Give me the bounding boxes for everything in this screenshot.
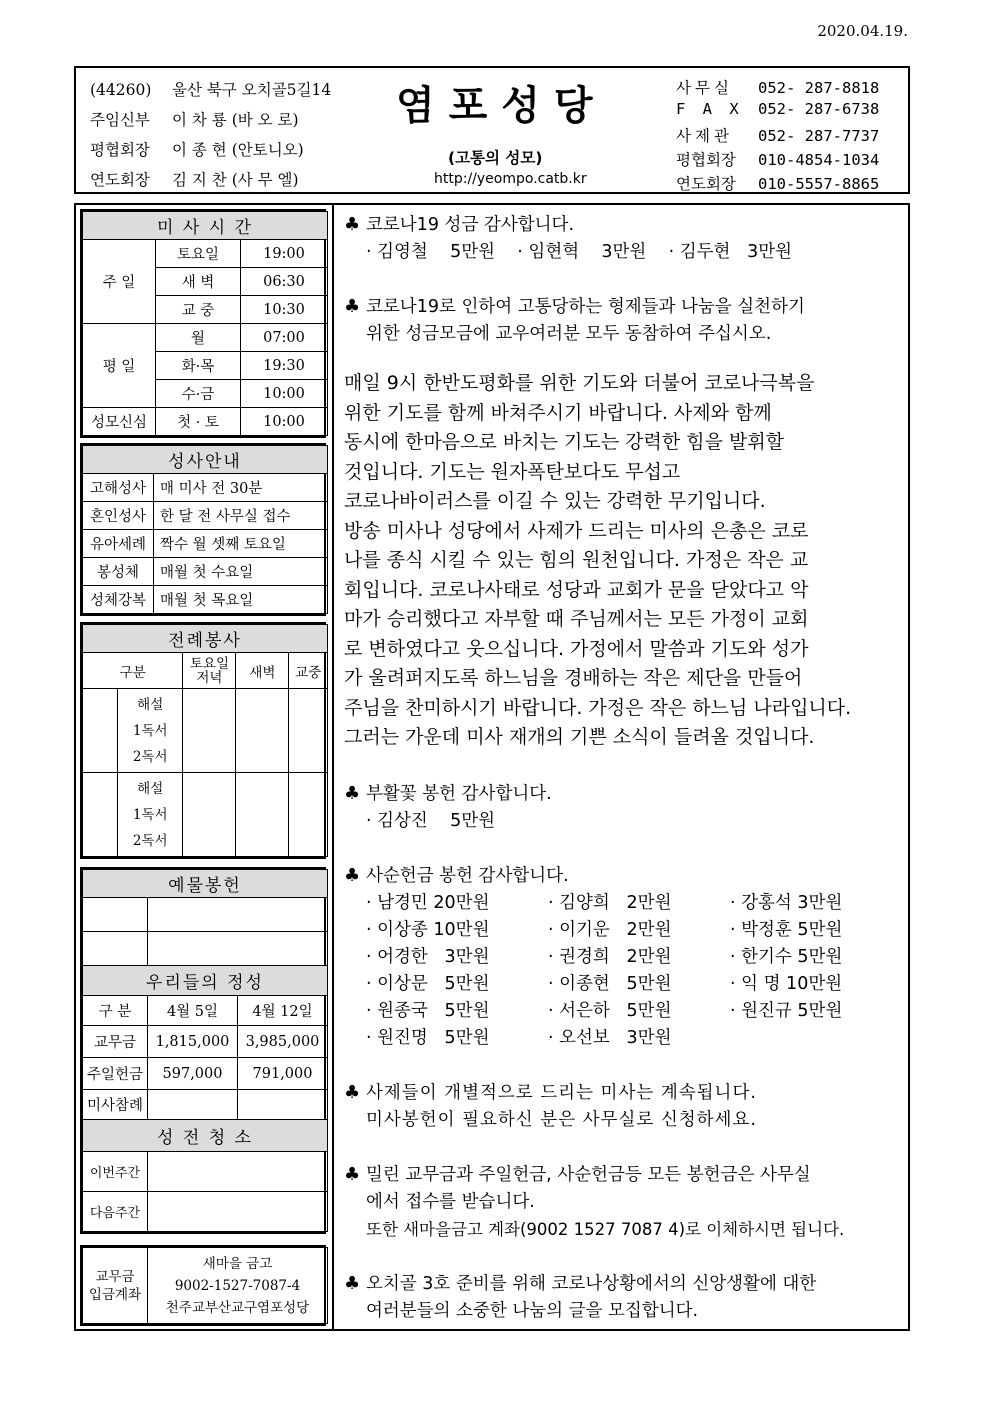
- contribution-label: 미사참례: [83, 1090, 148, 1120]
- message-line: 것입니다. 기도는 원자폭탄보다도 무섭고: [344, 460, 681, 483]
- notice-private-masses: [344, 1079, 908, 1134]
- contribution-value: [238, 1090, 328, 1120]
- sacraments-title: 성사안내: [83, 446, 328, 474]
- offering-table: [82, 869, 328, 1232]
- liturgy-title: 전례봉사: [83, 625, 328, 653]
- cleaning-label: 다음주간: [83, 1192, 148, 1232]
- sacrament-value: 매월 첫 목요일: [154, 586, 328, 614]
- contributions-title: 우리들의 정성: [83, 966, 328, 996]
- contribution-value: 597,000: [148, 1058, 238, 1090]
- donor-entry: · 이상종 10만원: [366, 919, 490, 940]
- message-line: 동시에 한마음으로 바치는 기도는 강력한 힘을 발휘할: [344, 431, 785, 453]
- message-line: 매일 9시 한반도평화를 위한 기도와 더불어 코로나극복을: [344, 372, 815, 394]
- donor-entry: · 어경한 3만원: [366, 946, 490, 967]
- liturgy-cell: [236, 689, 289, 773]
- club-icon: ♣: [344, 1081, 362, 1103]
- message-line: 주님을 찬미하시기 바랍니다. 가정은 작은 하느님 나라입니다.: [344, 696, 852, 719]
- mass-time: 06:30: [241, 268, 328, 296]
- liturgy-roles: [118, 773, 183, 857]
- bulletin-header: [74, 66, 910, 194]
- prayer-message: [344, 369, 908, 753]
- club-icon: ♣: [344, 1163, 361, 1185]
- rectory-phone: 사제관 052- 287-7737: [676, 127, 880, 145]
- donor-list: · 김영철 5만원 · 임현혁 3만원 · 김두현 3만원: [366, 242, 793, 262]
- mass-time: 10:00: [241, 408, 328, 436]
- notice-ochigol-submissions: [344, 1270, 908, 1325]
- column-divider: [332, 205, 334, 1329]
- notice-line: 여러분들의 소중한 나눔의 글을 모집합니다.: [366, 1300, 699, 1321]
- sacrament-label: 유아세례: [83, 530, 154, 558]
- yeondo-president-line: 연도회장 김 지 찬 (사 무 엘): [90, 171, 299, 189]
- notice-line: 사제들이 개별적으로 드리는 미사는 계속됩니다.: [366, 1082, 757, 1103]
- address-line: (44260) 울산 북구 오치골5길14: [90, 81, 332, 99]
- message-line: 로 변하였다고 웃으십니다. 가정에서 말씀과 기도와 성가: [344, 637, 809, 660]
- donor-entry: · 권경희 2만원: [548, 946, 672, 967]
- mass-times-table: [82, 211, 328, 436]
- donor-entry: · 남경민 20만원: [366, 892, 490, 913]
- club-icon: ♣: [344, 214, 361, 235]
- role-label: 해설: [137, 780, 164, 797]
- bank-details: [148, 1248, 328, 1324]
- liturgy-col-header: 새벽: [236, 653, 289, 689]
- sacraments-box: [80, 443, 326, 616]
- lent-donor-grid: [344, 890, 908, 1052]
- contributions-col-header: 4월 5일: [148, 996, 238, 1026]
- role-label: 1독서: [132, 722, 168, 739]
- liturgy-group-cell: [83, 773, 118, 857]
- liturgy-table: [82, 624, 328, 857]
- offering-cell: [148, 932, 328, 966]
- liturgy-roles: [118, 689, 183, 773]
- cleaning-cell: [148, 1192, 328, 1232]
- mass-time: 10:00: [241, 380, 328, 408]
- liturgy-cell: [236, 773, 289, 857]
- mass-time: 10:30: [241, 296, 328, 324]
- notice-title: 부활꽃 봉헌 감사합니다.: [366, 783, 552, 804]
- mass-day: 수·금: [156, 380, 241, 408]
- club-icon: ♣: [344, 864, 361, 886]
- message-line: 회입니다. 코로나사태로 성당과 교회가 문을 닫았다고 악: [344, 578, 809, 601]
- contribution-label: 주일헌금: [83, 1058, 148, 1090]
- parish-patron: (고통의 성모): [448, 149, 543, 167]
- role-label: 2독서: [132, 748, 168, 765]
- bank-label: [83, 1248, 148, 1324]
- sacrament-label: 성체강복: [83, 586, 154, 614]
- message-line: 나를 종식 시킬 수 있는 힘의 원천입니다. 가정은 작은 교: [344, 549, 809, 571]
- message-line: 마가 승리했다고 자부할 때 주님께서는 모든 가정이 교회: [344, 608, 809, 630]
- donor-entry: · 김양희 2만원: [548, 892, 672, 913]
- club-icon: ♣: [344, 782, 361, 804]
- yeondo-president-phone: 연도회장 010-5557-8865: [676, 175, 880, 193]
- donor-entry: · 원진규 5만원: [730, 1000, 843, 1021]
- liturgy-cell: [289, 773, 328, 857]
- cleaning-label: 이번주간: [83, 1152, 148, 1192]
- notice-line: 미사봉헌이 필요하신 분은 사무실로 신청하세요.: [366, 1109, 757, 1130]
- club-icon: ♣: [344, 296, 361, 317]
- mass-day: 새 벽: [156, 268, 241, 296]
- donor-entry: · 박정훈 5만원: [730, 919, 843, 940]
- offering-box: [80, 867, 326, 1234]
- notice-line: 오치골 3호 준비를 위해 코로나상황에서의 신앙생활에 대한: [366, 1273, 817, 1294]
- notice-line: 에서 접수를 받습니다.: [366, 1191, 535, 1212]
- bulletin-body: [74, 203, 910, 1331]
- notice-title: 코로나19 성금 감사합니다.: [366, 215, 575, 235]
- council-president-phone: 평협회장 010-4854-1034: [676, 151, 880, 169]
- liturgy-col-header: 토요일 저녁: [183, 653, 236, 689]
- mass-day: 첫 · 토: [156, 408, 241, 436]
- contribution-value: 1,815,000: [148, 1026, 238, 1058]
- role-label: 1독서: [132, 806, 168, 823]
- message-line: 코로나바이러스를 이길 수 있는 강력한 무기입니다.: [344, 490, 766, 512]
- role-label: 2독서: [132, 832, 168, 849]
- sacrament-value: 매월 첫 수요일: [154, 558, 328, 586]
- mass-day: 화·목: [156, 352, 241, 380]
- liturgy-cell: [183, 689, 236, 773]
- message-line: 가 울려퍼지도록 하느님을 경배하는 작은 제단을 만들어: [344, 667, 803, 689]
- donor-entry: [730, 1025, 912, 1052]
- contribution-value: 3,985,000: [238, 1026, 328, 1058]
- donor-entry: · 강홍석 3만원: [730, 892, 843, 913]
- message-line: 그러는 가운데 미사 재개의 기쁜 소식이 들려올 것입니다.: [344, 726, 815, 748]
- contribution-value: [148, 1090, 238, 1120]
- donor-entry: · 한기수 5만원: [730, 946, 843, 967]
- club-icon: ♣: [344, 1272, 361, 1294]
- liturgy-box: [80, 622, 326, 859]
- mass-times-box: [80, 209, 326, 438]
- notices-column: [344, 211, 908, 1352]
- mass-time: 07:00: [241, 324, 328, 352]
- contributions-col-header: 구 분: [83, 996, 148, 1026]
- sacrament-label: 고해성사: [83, 474, 154, 502]
- marian-devotion-label: 성모신심: [83, 408, 156, 436]
- sacrament-label: 봉성체: [83, 558, 154, 586]
- bank-box: [80, 1245, 326, 1326]
- council-president-line: 평협회장 이 종 현 (안토니오): [90, 141, 304, 159]
- cleaning-title: 성 전 청 소: [83, 1120, 328, 1152]
- bank-table: [82, 1247, 328, 1324]
- office-phone: 사무실 052- 287-8818: [676, 79, 880, 97]
- parish-url[interactable]: http://yeompo.catb.kr: [434, 171, 587, 187]
- cleaning-cell: [148, 1152, 328, 1192]
- notice-covid-appeal: [344, 293, 908, 348]
- offering-cell: [148, 898, 328, 932]
- account-holder: 천주교부산교구염포성당: [165, 1299, 310, 1316]
- pastor-line: 주임신부 이 차 룡 (바 오 로): [90, 111, 299, 129]
- sacrament-value: 짝수 월 셋째 토요일: [154, 530, 328, 558]
- donor-list: · 김상진 5만원: [366, 810, 496, 831]
- message-line: 위한 기도를 함께 바쳐주시기 바랍니다. 사제와 함께: [344, 401, 772, 424]
- notice-line: 밀린 교무금과 주일헌금, 사순헌금등 모든 봉헌금은 사무실: [366, 1164, 811, 1185]
- sacrament-label: 혼인성사: [83, 502, 154, 530]
- bulletin-date: 2020.04.19.: [817, 22, 908, 40]
- notice-line: 코로나19로 인하여 고통당하는 형제들과 나눔을 실천하기: [366, 297, 805, 317]
- weekday-label: 평 일: [83, 324, 156, 408]
- bank-label-line: 교무금: [95, 1268, 135, 1285]
- contribution-label: 교무금: [83, 1026, 148, 1058]
- liturgy-group-cell: [83, 689, 118, 773]
- mass-day: 월: [156, 324, 241, 352]
- offering-title: 예물봉헌: [83, 870, 328, 898]
- message-line: 방송 미사나 성당에서 사제가 드리는 미사의 은총은 코로: [344, 519, 809, 542]
- donor-entry: · 이상문 5만원: [366, 973, 490, 994]
- notice-title: 사순헌금 봉헌 감사합니다.: [366, 865, 569, 886]
- offering-cell: [83, 932, 148, 966]
- bank-name: 새마을 금고: [202, 1255, 273, 1272]
- notice-line: 또한 새마을금고 계좌(9002 1527 7087 4)로 이체하시면 됩니다.: [366, 1219, 845, 1239]
- fax-number: F A X 052- 287-6738: [676, 100, 880, 118]
- donor-entry: · 오선보 3만원: [548, 1027, 672, 1048]
- sacraments-table: [82, 445, 328, 614]
- notice-covid-donation: [344, 211, 908, 266]
- mass-time: 19:30: [241, 352, 328, 380]
- notice-line: 위한 성금모금에 교우여러분 모두 동참하여 주십시오.: [366, 324, 772, 344]
- donor-entry: · 익 명 10만원: [730, 973, 843, 994]
- sunday-label: 주 일: [83, 240, 156, 324]
- mass-time: 19:00: [241, 240, 328, 268]
- offering-cell: [83, 898, 148, 932]
- contribution-value: 791,000: [238, 1058, 328, 1090]
- bank-label-line: 입금계좌: [88, 1286, 142, 1303]
- mass-day: 교 중: [156, 296, 241, 324]
- liturgy-col-header: 구분: [83, 653, 183, 689]
- liturgy-col-header: 교중: [289, 653, 328, 689]
- notice-lent-offering: [344, 862, 908, 1052]
- role-label: 해설: [137, 696, 164, 713]
- donor-entry: · 이기운 2만원: [548, 919, 672, 940]
- parish-title: 염포성당: [396, 83, 607, 129]
- contributions-col-header: 4월 12일: [238, 996, 328, 1026]
- sacrament-value: 매 미사 전 30분: [154, 474, 328, 502]
- donor-entry: · 원종국 5만원: [366, 1000, 490, 1021]
- notice-easter-flowers: [344, 780, 908, 835]
- account-number: 9002-1527-7087-4: [174, 1277, 301, 1294]
- liturgy-cell: [183, 773, 236, 857]
- liturgy-cell: [289, 689, 328, 773]
- mass-day: 토요일: [156, 240, 241, 268]
- sacrament-value: 한 달 전 사무실 접수: [154, 502, 328, 530]
- notice-offerings: [344, 1161, 908, 1243]
- donor-entry: · 원진명 5만원: [366, 1027, 490, 1048]
- donor-entry: · 이종현 5만원: [548, 973, 672, 994]
- donor-entry: · 서은하 5만원: [548, 1000, 672, 1021]
- mass-times-title: 미 사 시 간: [83, 212, 328, 240]
